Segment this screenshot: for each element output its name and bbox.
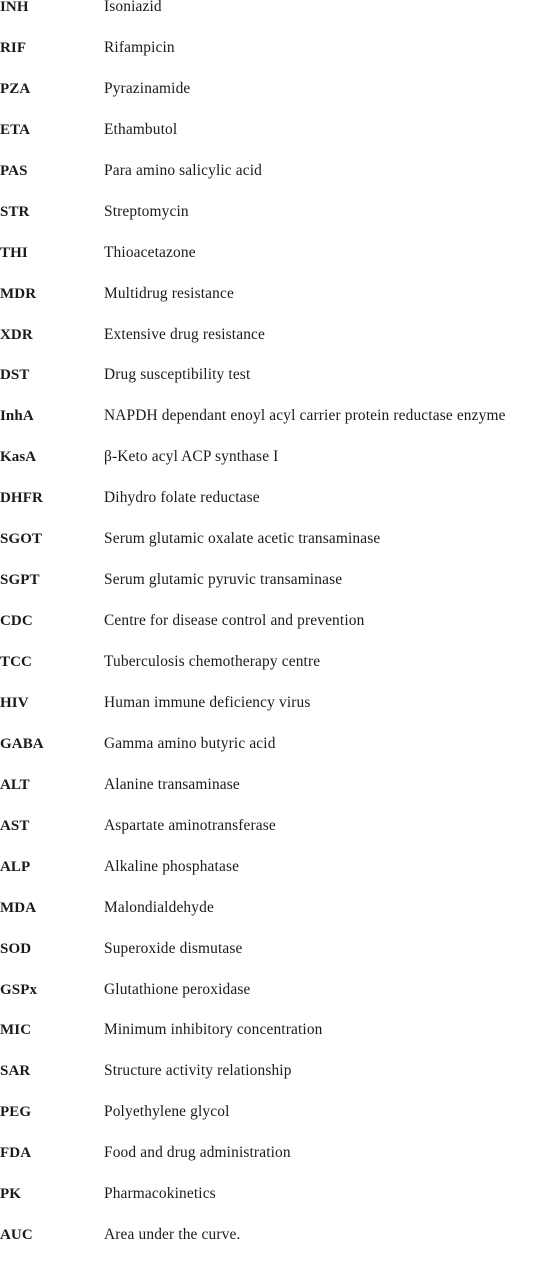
abbreviation-row-gaba xyxy=(0,733,558,774)
abbreviation-term: PZA xyxy=(0,80,31,97)
abbreviation-term: AUC xyxy=(0,1227,33,1244)
abbreviation-definition: Ethambutol xyxy=(104,120,178,138)
abbreviation-row-tcc xyxy=(0,651,558,692)
abbreviation-term: DST xyxy=(0,367,30,384)
abbreviation-definition: NAPDH dependant enoyl acyl carrier protein reductase enzyme xyxy=(104,407,506,425)
abbreviation-row-mdr xyxy=(0,283,558,324)
abbreviation-term: SAR xyxy=(0,1063,31,1080)
abbreviation-row-auc xyxy=(0,1224,558,1265)
abbreviation-definition: Para amino salicylic acid xyxy=(104,161,263,179)
abbreviation-term: KasA xyxy=(0,449,37,466)
abbreviation-row-hiv xyxy=(0,692,558,733)
abbreviation-row-sgpt xyxy=(0,569,558,610)
abbreviation-term: STR xyxy=(0,203,30,220)
abbreviation-definition: Tuberculosis chemotherapy centre xyxy=(104,653,321,670)
abbreviation-term: MDR xyxy=(0,285,37,302)
abbreviation-definition: Multidrug resistance xyxy=(104,284,234,302)
abbreviation-row-mic xyxy=(0,1019,558,1060)
abbreviation-term: ALP xyxy=(0,858,31,875)
abbreviation-term: SGOT xyxy=(0,531,43,548)
abbreviation-definition: Glutathione peroxidase xyxy=(104,980,251,998)
abbreviation-row-pk xyxy=(0,1183,558,1224)
abbreviation-row-sgot xyxy=(0,528,558,569)
abbreviation-term: RIF xyxy=(0,39,27,56)
abbreviation-row-fda xyxy=(0,1142,558,1183)
abbreviation-term: AST xyxy=(0,817,30,834)
abbreviation-row-thi xyxy=(0,242,558,283)
abbreviation-row-alp xyxy=(0,856,558,897)
abbreviation-row-inh xyxy=(0,0,558,37)
abbreviation-row-sar xyxy=(0,1060,558,1101)
abbreviation-row-ast xyxy=(0,815,558,856)
abbreviation-definition: Polyethylene glycol xyxy=(104,1103,230,1121)
abbreviation-term: HIV xyxy=(0,694,29,711)
abbreviation-row-peg xyxy=(0,1101,558,1142)
abbreviation-term: MDA xyxy=(0,899,37,916)
abbreviation-term: ALT xyxy=(0,776,30,793)
abbreviation-term: FDA xyxy=(0,1145,32,1162)
abbreviation-term: MIC xyxy=(0,1022,32,1039)
abbreviation-definition: Pharmacokinetics xyxy=(104,1185,216,1203)
abbreviation-row-eta xyxy=(0,119,558,160)
abbreviation-definition: Isoniazid xyxy=(104,0,162,15)
abbreviation-definition: Serum glutamic pyruvic transaminase xyxy=(104,571,343,589)
abbreviation-term: TCC xyxy=(0,654,32,670)
abbreviation-definition: Alanine transaminase xyxy=(104,775,240,793)
abbreviation-definition: Streptomycin xyxy=(104,202,189,220)
abbreviation-row-alt xyxy=(0,774,558,815)
abbreviation-row-pza xyxy=(0,78,558,119)
abbreviation-definition: Human immune deficiency virus xyxy=(104,693,311,711)
abbreviation-definition: Drug susceptibility test xyxy=(104,366,251,384)
abbreviation-row-inha xyxy=(0,405,558,446)
abbreviation-row-gspx xyxy=(0,979,558,1020)
abbreviation-definition: Alkaline phosphatase xyxy=(104,857,240,875)
abbreviation-definition: β-Keto acyl ACP synthase I xyxy=(104,448,279,466)
abbreviation-term: INH xyxy=(0,0,29,15)
abbreviation-definition: Minimum inhibitory concentration xyxy=(104,1021,323,1039)
abbreviation-term: GABA xyxy=(0,735,44,752)
abbreviation-definition: Aspartate aminotransferase xyxy=(104,816,276,834)
abbreviation-row-mda xyxy=(0,897,558,938)
abbreviation-row-pas xyxy=(0,160,558,201)
abbreviation-definition: Structure activity relationship xyxy=(104,1062,292,1080)
abbreviation-definition: Pyrazinamide xyxy=(104,79,191,97)
abbreviation-row-xdr xyxy=(0,324,558,365)
abbreviation-definition: Area under the curve. xyxy=(104,1226,241,1244)
abbreviation-term: ETA xyxy=(0,121,31,138)
abbreviation-definition: Dihydro folate reductase xyxy=(104,489,260,507)
abbreviation-definition: Malondialdehyde xyxy=(104,898,214,916)
abbreviation-definition: Thioacetazone xyxy=(104,243,196,261)
abbreviation-row-dst xyxy=(0,364,558,405)
abbreviation-term: SOD xyxy=(0,940,32,957)
abbreviation-term: SGPT xyxy=(0,572,40,589)
abbreviation-row-dhfr xyxy=(0,487,558,528)
abbreviation-term: PEG xyxy=(0,1104,32,1121)
abbreviation-term: PK xyxy=(0,1186,22,1203)
abbreviation-term: THI xyxy=(0,244,28,261)
abbreviation-definition: Food and drug administration xyxy=(104,1144,291,1162)
abbreviation-row-str xyxy=(0,201,558,242)
abbreviation-term: GSPx xyxy=(0,981,38,998)
abbreviation-term: XDR xyxy=(0,326,33,343)
abbreviation-definition: Serum glutamic oxalate acetic transaminase xyxy=(104,530,381,548)
abbreviation-row-sod xyxy=(0,938,558,979)
abbreviation-term: DHFR xyxy=(0,490,43,507)
abbreviation-definition: Extensive drug resistance xyxy=(104,325,266,343)
abbreviation-row-kasa xyxy=(0,446,558,487)
abbreviation-term: InhA xyxy=(0,408,34,425)
abbreviation-definition: Rifampicin xyxy=(104,38,175,56)
abbreviation-definition: Superoxide dismutase xyxy=(104,939,243,957)
abbreviation-definition: Gamma amino butyric acid xyxy=(104,734,276,752)
abbreviation-term: PAS xyxy=(0,162,28,179)
abbreviation-term: CDC xyxy=(0,613,33,630)
abbreviation-definition: Centre for disease control and prevention xyxy=(104,612,365,630)
abbreviation-row-cdc xyxy=(0,610,558,651)
abbreviation-row-rif xyxy=(0,37,558,78)
